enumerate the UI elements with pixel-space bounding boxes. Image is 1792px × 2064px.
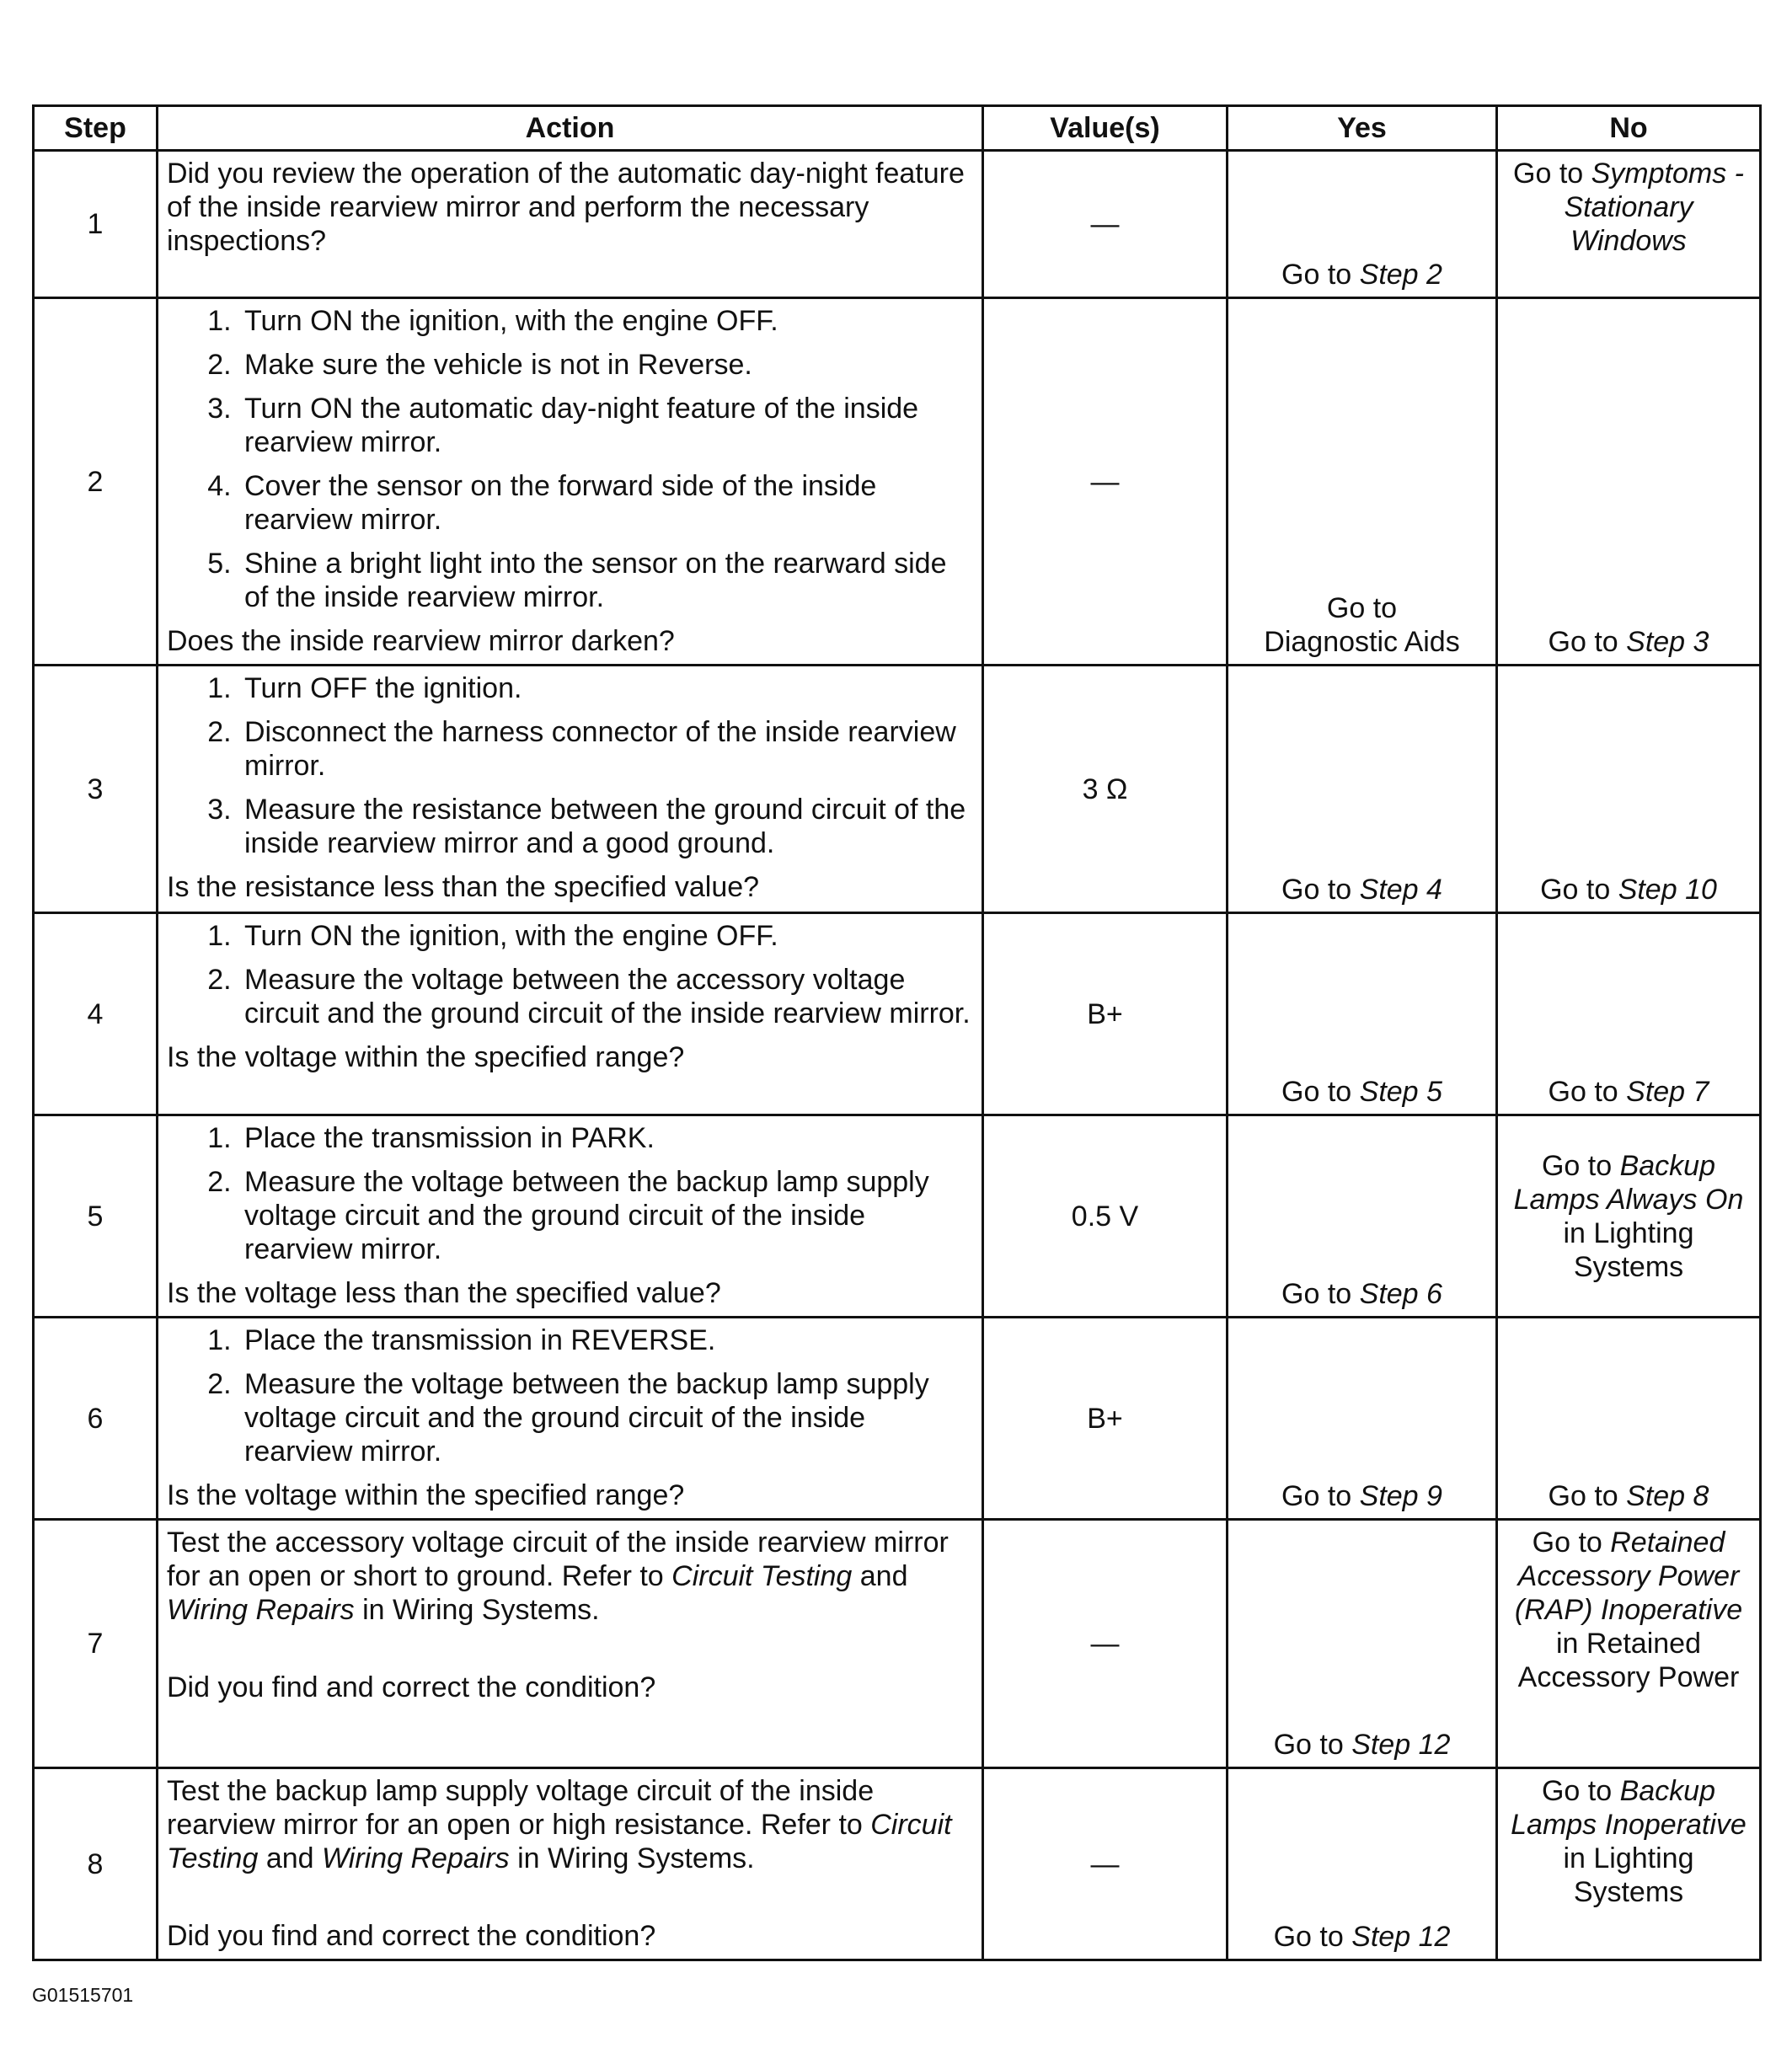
list-item: 1. Place the transmission in REVERSE. (239, 1323, 973, 1357)
action-cell (158, 1768, 983, 1960)
table-row (34, 1520, 1761, 1768)
image-code: G01515701 (32, 1984, 134, 2006)
step-number: 6 (34, 1318, 158, 1520)
table-row (34, 1318, 1761, 1520)
table-row (34, 151, 1761, 298)
list-item: 2. Make sure the vehicle is not in Reverse. (239, 348, 973, 382)
list-item: 1. Turn ON the ignition, with the engine OFF. (239, 304, 973, 338)
no-cell: Go to Backup Lamps Always On in Lighting Systems (1497, 1115, 1761, 1318)
action-steps-list (167, 671, 973, 860)
step-number: 5 (34, 1115, 158, 1318)
action-cell (158, 1318, 983, 1520)
header-action: Action (158, 106, 983, 151)
yes-cell: Go to Step 2 (1228, 151, 1497, 298)
action-instruction: Test the backup lamp supply voltage circuit of the inside rearview mirror for an open or high resistance. Refer to Circuit Testing and Wiring Repairs in Wiring Systems. (167, 1775, 952, 1874)
value-cell: — (983, 1520, 1228, 1768)
no-cell: Go to Step 8 (1497, 1318, 1761, 1520)
step-number: 3 (34, 666, 158, 913)
header-no: No (1497, 106, 1761, 151)
action-cell (158, 1520, 983, 1768)
list-item: 2. Measure the voltage between the accessory voltage circuit and the ground circuit of the inside rearview mirror. (239, 963, 973, 1030)
list-item: 4. Cover the sensor on the forward side of the inside rearview mirror. (239, 469, 973, 537)
list-item: 1. Turn OFF the ignition. (239, 671, 973, 705)
action-question: Is the voltage within the specified range? (167, 1041, 685, 1073)
diagnostic-table (32, 104, 1762, 1961)
action-instruction: Test the accessory voltage circuit of the inside rearview mirror for an open or short to ground. Refer to Circuit Testing and Wiring Repairs in Wiring Systems. (167, 1527, 949, 1626)
step-number: 4 (34, 913, 158, 1115)
list-item: 3. Measure the resistance between the ground circuit of the inside rearview mirror and a good ground. (239, 793, 973, 860)
value-cell: — (983, 1768, 1228, 1960)
table-row (34, 913, 1761, 1115)
action-cell (158, 913, 983, 1115)
step-number: 2 (34, 298, 158, 666)
action-steps-list (167, 1121, 973, 1266)
yes-cell: Go to Step 6 (1228, 1115, 1497, 1318)
table-row (34, 1768, 1761, 1960)
yes-cell: Go to Step 9 (1228, 1318, 1497, 1520)
action-cell (158, 666, 983, 913)
list-item: 1. Turn ON the ignition, with the engine OFF. (239, 919, 973, 953)
value-cell: B+ (983, 1318, 1228, 1520)
value-cell: B+ (983, 913, 1228, 1115)
value-cell: — (983, 151, 1228, 298)
yes-cell: Go to Step 12 (1228, 1520, 1497, 1768)
action-question: Did you review the operation of the automatic day-night feature of the inside rearview mirror and perform the necessary inspections? (167, 158, 965, 257)
header-values: Value(s) (983, 106, 1228, 151)
action-steps-list (167, 919, 973, 1030)
table-row (34, 666, 1761, 913)
action-cell (158, 298, 983, 666)
header-yes: Yes (1228, 106, 1497, 151)
no-cell: Go to Step 3 (1497, 298, 1761, 666)
value-cell: — (983, 298, 1228, 666)
value-cell: 0.5 V (983, 1115, 1228, 1318)
action-question: Is the resistance less than the specified value? (167, 871, 760, 903)
list-item: 2. Measure the voltage between the backup lamp supply voltage circuit and the ground circuit of the inside rearview mirror. (239, 1165, 973, 1266)
yes-cell: Go to Step 5 (1228, 913, 1497, 1115)
header-row (34, 106, 1761, 151)
action-cell (158, 1115, 983, 1318)
yes-cell: Go to Diagnostic Aids (1228, 298, 1497, 666)
action-question: Did you find and correct the condition? (167, 1920, 656, 1952)
no-cell: Go to Step 10 (1497, 666, 1761, 913)
list-item: 2. Disconnect the harness connector of the inside rearview mirror. (239, 715, 973, 783)
step-number: 8 (34, 1768, 158, 1960)
no-cell: Go to Backup Lamps Inoperative in Lighting Systems (1497, 1768, 1761, 1960)
yes-cell: Go to Step 4 (1228, 666, 1497, 913)
list-item: 1. Place the transmission in PARK. (239, 1121, 973, 1155)
no-cell: Go to Step 7 (1497, 913, 1761, 1115)
action-steps-list (167, 1323, 973, 1468)
no-cell: Go to Symptoms - Stationary Windows (1497, 151, 1761, 298)
yes-cell: Go to Step 12 (1228, 1768, 1497, 1960)
list-item: 5. Shine a bright light into the sensor on the rearward side of the inside rearview mirror. (239, 547, 973, 614)
header-step: Step (34, 106, 158, 151)
table-row (34, 298, 1761, 666)
action-question: Did you find and correct the condition? (167, 1671, 656, 1703)
value-cell: 3 Ω (983, 666, 1228, 913)
step-number: 7 (34, 1520, 158, 1768)
action-question: Is the voltage within the specified range? (167, 1479, 685, 1511)
list-item: 3. Turn ON the automatic day-night feature of the inside rearview mirror. (239, 392, 973, 459)
step-number: 1 (34, 151, 158, 298)
action-steps-list (167, 304, 973, 614)
action-question: Is the voltage less than the specified value? (167, 1277, 721, 1309)
action-question: Does the inside rearview mirror darken? (167, 625, 675, 657)
table-row (34, 1115, 1761, 1318)
action-cell (158, 151, 983, 298)
list-item: 2. Measure the voltage between the backup lamp supply voltage circuit and the ground circuit of the inside rearview mirror. (239, 1367, 973, 1468)
no-cell: Go to Retained Accessory Power (RAP) Inoperative in Retained Accessory Power (1497, 1520, 1761, 1768)
